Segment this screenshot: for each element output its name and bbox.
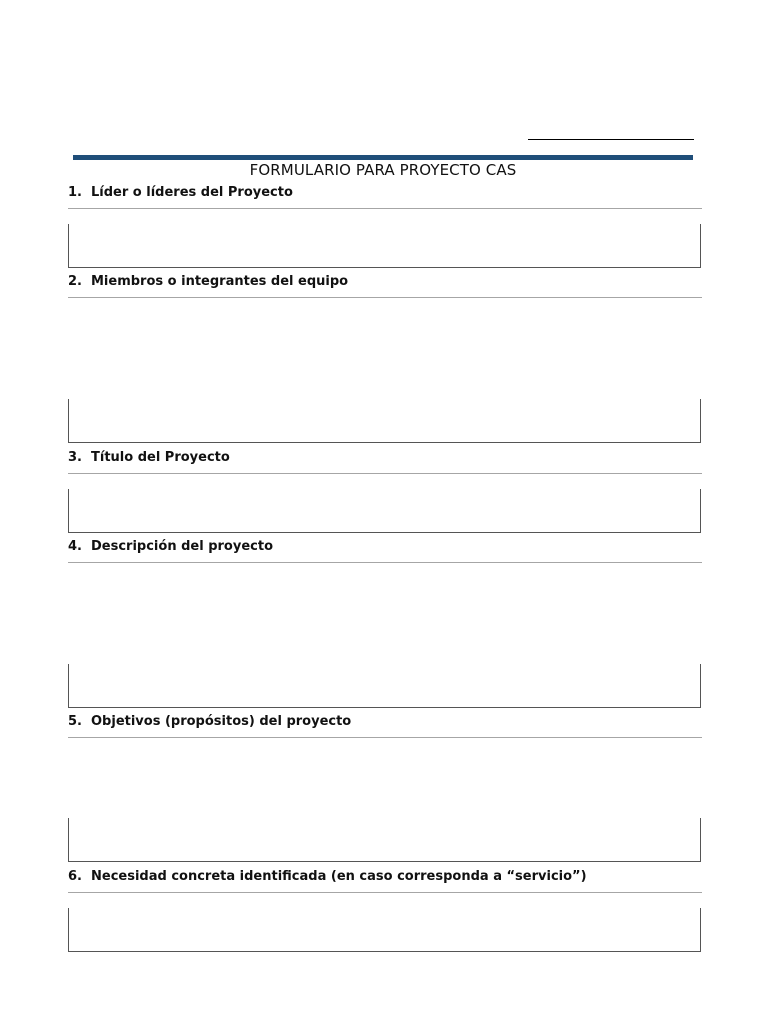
section-label-project-title: [68, 449, 702, 467]
section-underline: [68, 208, 702, 209]
section-number: 1.: [68, 185, 82, 200]
section-number: 4.: [68, 539, 82, 554]
section-number: 5.: [68, 714, 82, 729]
field-project-title[interactable]: [68, 489, 701, 533]
field-need[interactable]: [68, 908, 701, 952]
field-members[interactable]: [68, 399, 701, 443]
section-number: 3.: [68, 450, 82, 465]
section-label-need: [68, 868, 702, 886]
section-label-objectives: [68, 713, 702, 731]
section-label-text: Miembros o integrantes del equipo: [91, 274, 349, 289]
section-underline: [68, 737, 702, 738]
section-label-text: Título del Proyecto: [91, 450, 230, 465]
section-label-text: Descripción del proyecto: [91, 539, 273, 554]
form-title: FORMULARIO PARA PROYECTO CAS: [249, 161, 517, 179]
field-leaders[interactable]: [68, 224, 701, 268]
section-label-text: Objetivos (propósitos) del proyecto: [91, 714, 352, 729]
section-label-text: Líder o líderes del Proyecto: [91, 185, 293, 200]
section-label-leaders: [68, 184, 702, 202]
section-underline: [68, 892, 702, 893]
section-number: 2.: [68, 274, 82, 289]
section-underline: [68, 473, 702, 474]
field-objectives[interactable]: [68, 818, 701, 862]
section-number: 6.: [68, 869, 82, 884]
field-description[interactable]: [68, 664, 701, 708]
section-label-description: [68, 538, 702, 556]
section-underline: [68, 297, 702, 298]
section-label-members: [68, 273, 702, 291]
signature-line: [528, 139, 694, 140]
section-underline: [68, 562, 702, 563]
section-label-text: Necesidad concreta identificada (en caso corresponda a “servicio”): [91, 869, 587, 884]
